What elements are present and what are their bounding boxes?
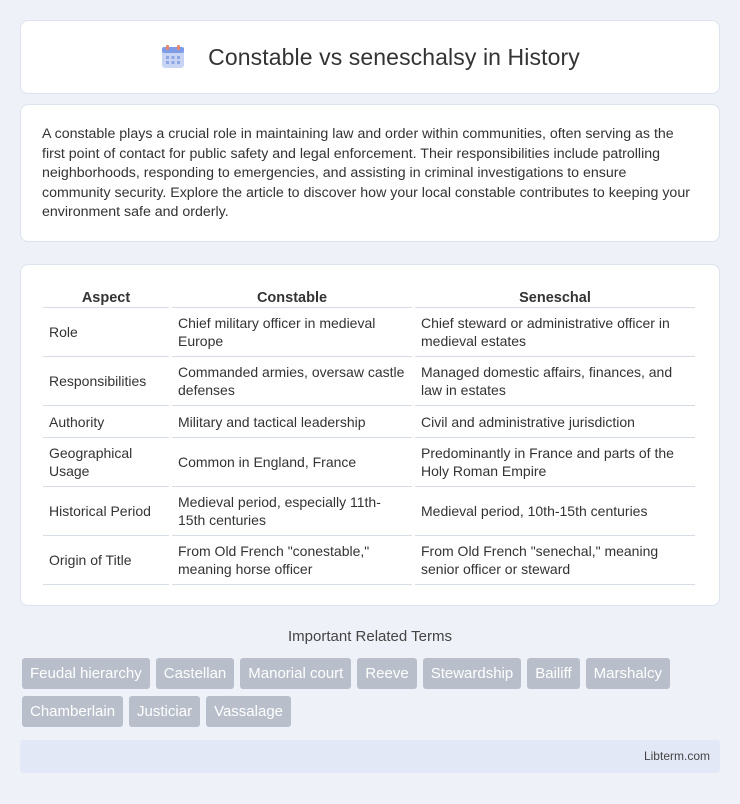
table-cell: Military and tactical leadership bbox=[172, 406, 412, 438]
table-cell: Responsibilities bbox=[43, 357, 169, 406]
table-header-row bbox=[43, 285, 695, 308]
intro-card bbox=[20, 104, 720, 242]
related-terms-heading: Important Related Terms bbox=[288, 628, 452, 645]
table-row bbox=[43, 438, 695, 487]
table-row bbox=[43, 357, 695, 406]
related-term-tag[interactable]: Castellan bbox=[156, 658, 235, 689]
table-row bbox=[43, 308, 695, 357]
table-cell: From Old French "senechal," meaning senior officer or steward bbox=[415, 536, 695, 585]
table-cell: Medieval period, 10th-15th centuries bbox=[415, 487, 695, 536]
related-term-tag[interactable]: Marshalcy bbox=[586, 658, 670, 689]
table-row bbox=[43, 487, 695, 536]
footer bbox=[20, 740, 720, 773]
related-term-tag[interactable]: Reeve bbox=[357, 658, 416, 689]
comparison-table bbox=[40, 285, 698, 585]
calendar-icon bbox=[160, 44, 186, 70]
related-term-tag[interactable]: Vassalage bbox=[206, 696, 291, 727]
table-cell: Role bbox=[43, 308, 169, 357]
related-term-tag[interactable]: Bailiff bbox=[527, 658, 579, 689]
footer-site-link[interactable]: Libterm.com bbox=[643, 749, 710, 763]
title-card bbox=[20, 20, 720, 94]
table-cell: Authority bbox=[43, 406, 169, 438]
related-term-tag[interactable]: Chamberlain bbox=[22, 696, 123, 727]
page-title: Constable vs seneschalsy in History bbox=[208, 43, 580, 70]
table-cell: Common in England, France bbox=[172, 438, 412, 487]
table-cell: Geographical Usage bbox=[43, 438, 169, 487]
table-cell: Commanded armies, oversaw castle defenses bbox=[172, 357, 412, 406]
related-term-tag[interactable]: Justiciar bbox=[129, 696, 200, 727]
related-term-tag[interactable]: Feudal hierarchy bbox=[22, 658, 150, 689]
table-cell: Civil and administrative jurisdiction bbox=[415, 406, 695, 438]
related-term-tag[interactable]: Manorial court bbox=[240, 658, 351, 689]
header-aspect: Aspect bbox=[43, 285, 169, 308]
table-cell: Managed domestic affairs, finances, and law in estates bbox=[415, 357, 695, 406]
intro-text: A constable plays a crucial role in maintaining law and order within communities, often serving as the first point of contact for public safety and legal enforcement. Their responsibilities include patrolling neighborhoods, responding to emergencies, and assisting in criminal investigations to ensure community security. Explore the article to discover how your local constable contributes to keeping your environment safe and orderly. bbox=[42, 126, 690, 220]
related-term-tag[interactable]: Stewardship bbox=[423, 658, 522, 689]
related-terms-list bbox=[22, 658, 722, 734]
comparison-card bbox=[20, 264, 720, 606]
table-row bbox=[43, 536, 695, 585]
table-cell: Historical Period bbox=[43, 487, 169, 536]
table-row bbox=[43, 406, 695, 438]
table-cell: Chief steward or administrative officer in medieval estates bbox=[415, 308, 695, 357]
header-seneschal: Seneschal bbox=[415, 285, 695, 308]
table-cell: Chief military officer in medieval Europe bbox=[172, 308, 412, 357]
table-cell: From Old French "conestable," meaning horse officer bbox=[172, 536, 412, 585]
table-cell: Origin of Title bbox=[43, 536, 169, 585]
table-cell: Medieval period, especially 11th-15th centuries bbox=[172, 487, 412, 536]
table-cell: Predominantly in France and parts of the Holy Roman Empire bbox=[415, 438, 695, 487]
header-constable: Constable bbox=[172, 285, 412, 308]
